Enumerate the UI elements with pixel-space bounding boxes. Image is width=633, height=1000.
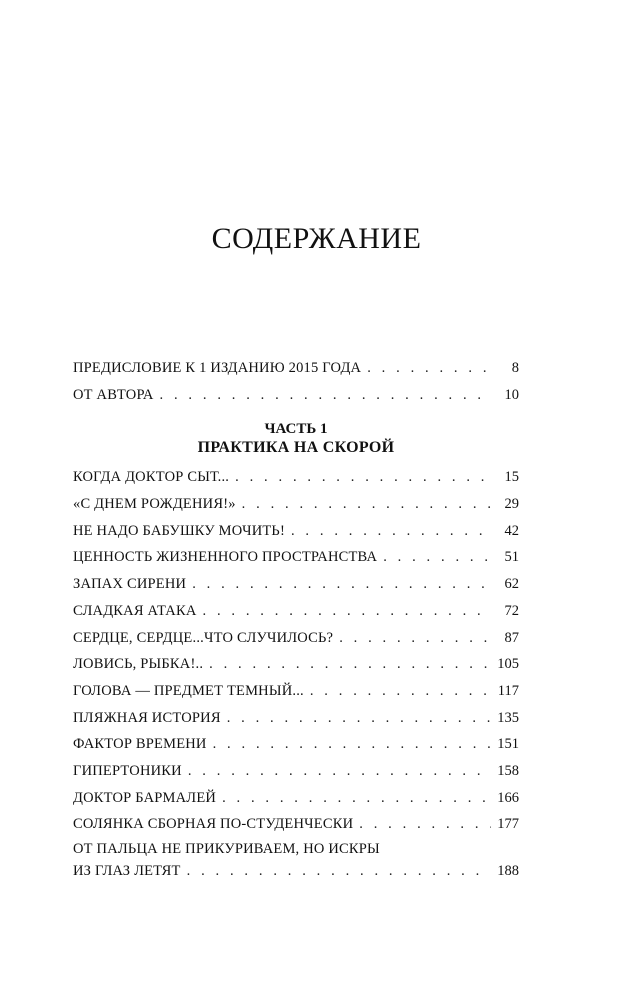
part-heading (73, 408, 519, 464)
toc-entry[interactable] (73, 598, 519, 625)
dot-leader (222, 785, 491, 812)
dot-leader (235, 464, 491, 491)
toc-entry-title: ГОЛОВА — ПРЕДМЕТ ТЕМНЫЙ... (73, 682, 304, 699)
toc-page-number: 105 (497, 656, 519, 673)
dot-leader (188, 758, 491, 785)
toc-page-number: 177 (497, 816, 519, 833)
toc-page-number: 135 (497, 709, 519, 726)
toc-page-number: 10 (504, 386, 519, 403)
toc-page-number: 151 (497, 736, 519, 753)
toc-entry[interactable] (73, 758, 519, 785)
toc-entry[interactable] (73, 731, 519, 758)
toc-page-number: 62 (504, 576, 519, 593)
toc-entry[interactable] (73, 382, 519, 409)
dot-leader (291, 518, 491, 545)
toc-entry-title: ФАКТОР ВРЕМЕНИ (73, 736, 207, 753)
toc-entry[interactable] (73, 838, 519, 887)
toc-entry-title-line2: ИЗ ГЛАЗ ЛЕТЯТ (73, 863, 181, 879)
dot-leader (339, 625, 491, 652)
dot-leader (209, 651, 491, 678)
table-of-contents (73, 355, 519, 887)
dot-leader (160, 382, 491, 409)
toc-entry-title: СОЛЯНКА СБОРНАЯ ПО-СТУДЕНЧЕСКИ (73, 816, 354, 833)
toc-entry-title: ПРЕДИСЛОВИЕ К 1 ИЗДАНИЮ 2015 ГОДА (73, 360, 362, 376)
toc-page-number: 158 (497, 762, 519, 779)
toc-entry-second-line (73, 860, 519, 887)
dot-leader (242, 491, 491, 518)
toc-entry[interactable] (73, 571, 519, 598)
dot-leader (203, 598, 492, 625)
toc-entry[interactable] (73, 355, 519, 382)
dot-leader (227, 705, 491, 732)
toc-entry-title: НЕ НАДО БАБУШКУ МОЧИТЬ! (73, 522, 285, 539)
toc-entry-title: ЛОВИСЬ, РЫБКА!.. (73, 656, 204, 673)
toc-entry-title: ПЛЯЖНАЯ ИСТОРИЯ (73, 709, 221, 726)
toc-entry-title: «С ДНЕМ РОЖДЕНИЯ!» (73, 496, 236, 513)
toc-entry[interactable] (73, 464, 519, 491)
toc-page-number: 188 (497, 863, 519, 879)
toc-entry-title-line1: ОТ ПАЛЬЦА НЕ ПРИКУРИВАЕМ, НО ИСКРЫ (73, 841, 380, 857)
toc-page-number: 8 (511, 360, 519, 376)
part-title: ПРАКТИКА НА СКОРОЙ (197, 439, 395, 457)
toc-page-number: 51 (504, 549, 519, 566)
dot-leader (187, 860, 491, 882)
toc-entry[interactable] (73, 491, 519, 518)
toc-entry-title: СЛАДКАЯ АТАКА (73, 602, 197, 619)
toc-entry[interactable] (73, 811, 519, 838)
dot-leader (310, 678, 491, 705)
toc-entry[interactable] (73, 705, 519, 732)
toc-entry-title: ЗАПАХ СИРЕНИ (73, 576, 187, 593)
toc-page-number: 87 (504, 629, 519, 646)
toc-entry[interactable] (73, 625, 519, 652)
dot-leader (359, 811, 491, 838)
dot-leader (367, 355, 491, 382)
toc-page-number: 166 (497, 789, 519, 806)
toc-entry[interactable] (73, 785, 519, 812)
toc-page-number: 72 (504, 602, 519, 619)
toc-page-number: 42 (504, 522, 519, 539)
part-number: ЧАСТЬ 1 (264, 421, 328, 438)
dot-leader (213, 731, 491, 758)
toc-entry-title: ЦЕННОСТЬ ЖИЗНЕННОГО ПРОСТРАНСТВА (73, 549, 378, 566)
toc-entry[interactable] (73, 651, 519, 678)
toc-entry-title: СЕРДЦЕ, СЕРДЦЕ...ЧТО СЛУЧИЛОСЬ? (73, 629, 334, 646)
toc-page-number: 29 (504, 496, 519, 513)
page-title: СОДЕРЖАНИЕ (211, 222, 422, 255)
toc-page-number: 117 (497, 682, 519, 699)
toc-entry-title: КОГДА ДОКТОР СЫТ... (73, 469, 230, 486)
dot-leader (192, 571, 491, 598)
toc-entry[interactable] (73, 678, 519, 705)
toc-entry[interactable] (73, 518, 519, 545)
toc-entry[interactable] (73, 544, 519, 571)
toc-entry-title: ГИПЕРТОНИКИ (73, 762, 182, 779)
toc-page-number: 15 (504, 469, 519, 486)
toc-entry-title: ДОКТОР БАРМАЛЕЙ (73, 789, 217, 806)
dot-leader (383, 544, 491, 571)
toc-entry-title: ОТ АВТОРА (73, 386, 154, 403)
